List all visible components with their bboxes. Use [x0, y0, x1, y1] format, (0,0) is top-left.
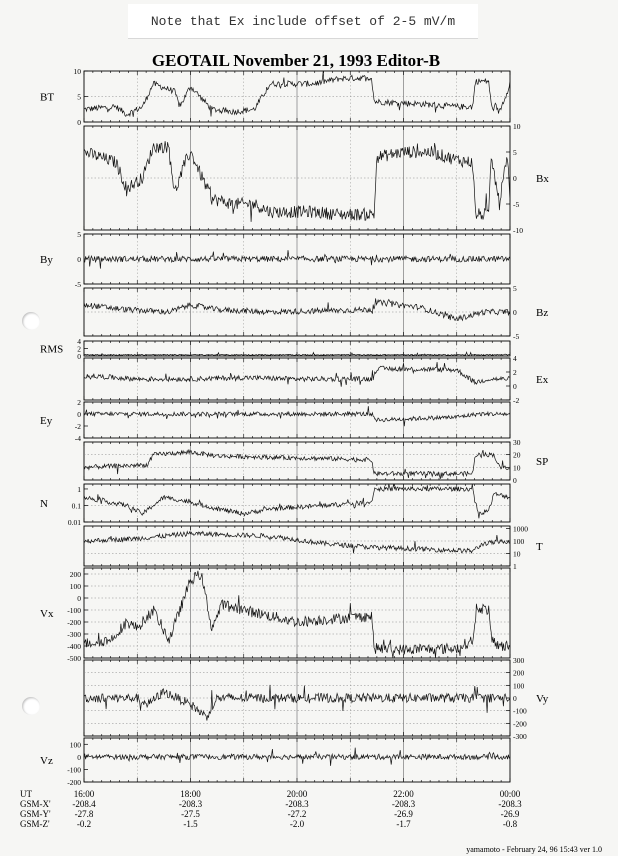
ephemeris-value: -27.8 [74, 809, 94, 819]
x-tick-label: 00:00 [499, 789, 521, 799]
y-tick-label: -4 [74, 434, 81, 443]
y-tick-label: 0 [77, 352, 81, 361]
panel-label-vy: Vy [536, 693, 549, 705]
y-tick-label: 4 [77, 337, 81, 346]
ephemeris-value: -0.2 [76, 819, 92, 829]
x-tick-label: 20:00 [286, 789, 308, 799]
y-tick-label: -100 [67, 765, 81, 775]
y-tick-label: 0 [77, 752, 81, 762]
ephemeris-value: -208.3 [178, 799, 203, 809]
ephemeris-value: -0.8 [502, 819, 518, 829]
ephemeris-value: -26.9 [394, 809, 413, 819]
panel-vx [40, 568, 510, 663]
chart-title: GEOTAIL November 21, 1993 Editor-B [151, 51, 441, 70]
y-tick-label: -100 [67, 606, 81, 615]
y-tick-label: 100 [513, 537, 525, 546]
y-tick-label: 2 [77, 344, 81, 354]
y-tick-label: 0 [77, 118, 81, 127]
panel-rms [40, 337, 510, 361]
y-tick-label: 10 [513, 549, 521, 559]
ephemeris-row-label: GSM-X' [20, 799, 51, 809]
y-tick-label: 5 [77, 92, 81, 102]
panel-ex [84, 354, 549, 405]
y-tick-label: 0 [513, 476, 517, 485]
y-tick-label: -200 [513, 719, 527, 729]
y-tick-label: -2 [513, 396, 520, 405]
y-tick-label: 2 [513, 368, 517, 377]
y-tick-label: 100 [69, 740, 81, 750]
y-tick-label: -300 [513, 732, 527, 741]
y-tick-label: 0 [513, 174, 517, 183]
y-tick-label: 1000 [513, 524, 528, 534]
ephemeris-value: -208.3 [498, 799, 522, 809]
panels-group [40, 67, 549, 787]
panel-label-bx: Bx [536, 173, 549, 185]
ephemeris-value: -27.2 [287, 809, 307, 819]
ephemeris-row-label: UT [20, 789, 32, 799]
ephemeris-value: -208.3 [285, 799, 309, 809]
y-tick-label: -5 [513, 200, 520, 209]
y-tick-label: 0 [513, 308, 517, 317]
y-tick-label: -300 [67, 630, 81, 639]
panel-label-n: N [40, 498, 48, 510]
ephemeris-value: -2.0 [289, 819, 305, 829]
ephemeris-value: -208.3 [391, 799, 416, 809]
y-tick-label: 10 [73, 67, 81, 76]
ephemeris-value: -27.5 [181, 809, 200, 819]
panel-bx [84, 122, 549, 235]
y-tick-label: -2 [74, 422, 81, 431]
y-tick-label: 5 [513, 148, 517, 157]
y-tick-label: 200 [69, 570, 81, 579]
panel-bt [40, 67, 510, 127]
y-tick-label: -5 [513, 332, 520, 341]
offset-note: Note that Ex include offset of 2-5 mV/m [128, 4, 478, 39]
y-tick-label: -5 [74, 280, 81, 289]
y-tick-label: 5 [77, 230, 81, 239]
panel-label-t: T [536, 541, 543, 553]
y-tick-label: 0 [77, 410, 81, 419]
y-tick-label: 0 [513, 382, 517, 391]
y-tick-label: -500 [67, 654, 81, 663]
panel-label-rms: RMS [40, 343, 64, 356]
binder-hole-bottom [22, 697, 40, 715]
y-tick-label: 1 [513, 562, 517, 571]
panel-label-ey: Ey [40, 415, 53, 427]
ephemeris-row-label: GSM-Z' [20, 819, 50, 829]
y-tick-label: 0.1 [71, 501, 81, 511]
footer-credit: yamamoto - February 24, 96 15:43 ver 1.0 [466, 845, 602, 854]
panel-sp [84, 438, 548, 485]
y-tick-label: 0 [77, 594, 81, 603]
y-tick-label: 30 [513, 438, 521, 447]
x-tick-label: 22:00 [393, 789, 414, 799]
y-tick-label: 100 [69, 582, 81, 591]
ephemeris-value: -1.5 [183, 819, 198, 829]
y-tick-label: -200 [67, 778, 81, 787]
panel-label-vx: Vx [40, 608, 54, 620]
ephemeris-value: -208.4 [72, 799, 96, 809]
y-tick-label: 20 [513, 450, 521, 460]
y-tick-label: 10 [513, 122, 521, 131]
y-tick-label: 0.01 [67, 518, 81, 527]
y-tick-label: -10 [513, 226, 523, 235]
y-tick-label: -200 [67, 618, 81, 627]
panel-label-by: By [40, 254, 53, 266]
panel-label-vz: Vz [40, 755, 53, 767]
y-tick-label: 100 [513, 681, 525, 691]
ephemeris-value: -26.9 [500, 809, 520, 819]
panel-ey [40, 398, 510, 443]
y-tick-label: -400 [67, 642, 81, 651]
ephemeris-value: -1.7 [396, 819, 411, 829]
panel-n [40, 484, 510, 527]
panel-vz [40, 738, 510, 787]
y-tick-label: 300 [513, 656, 525, 665]
y-tick-label: 0 [77, 255, 81, 264]
binder-hole-top [22, 312, 40, 330]
panel-by [40, 230, 510, 289]
y-tick-label: -100 [513, 706, 527, 716]
y-tick-label: 0 [513, 694, 517, 703]
y-tick-label: 10 [513, 463, 521, 473]
panel-bz [84, 284, 548, 341]
x-tick-label: 18:00 [180, 789, 201, 799]
y-tick-label: 4 [513, 354, 517, 363]
ephemeris-row-label: GSM-Y' [20, 809, 51, 819]
panel-label-bz: Bz [536, 307, 549, 319]
panel-label-sp: SP [536, 456, 549, 468]
ephemeris-table [20, 789, 522, 829]
y-tick-label: 5 [513, 284, 517, 293]
panel-t [84, 525, 543, 572]
panel-label-bt: BT [40, 91, 55, 104]
panel-vy [84, 656, 549, 741]
y-tick-label: 2 [77, 398, 81, 407]
panel-label-ex: Ex [536, 374, 549, 386]
y-tick-label: 1 [77, 484, 81, 494]
y-tick-label: 200 [513, 668, 525, 678]
x-tick-label: 16:00 [73, 789, 95, 799]
